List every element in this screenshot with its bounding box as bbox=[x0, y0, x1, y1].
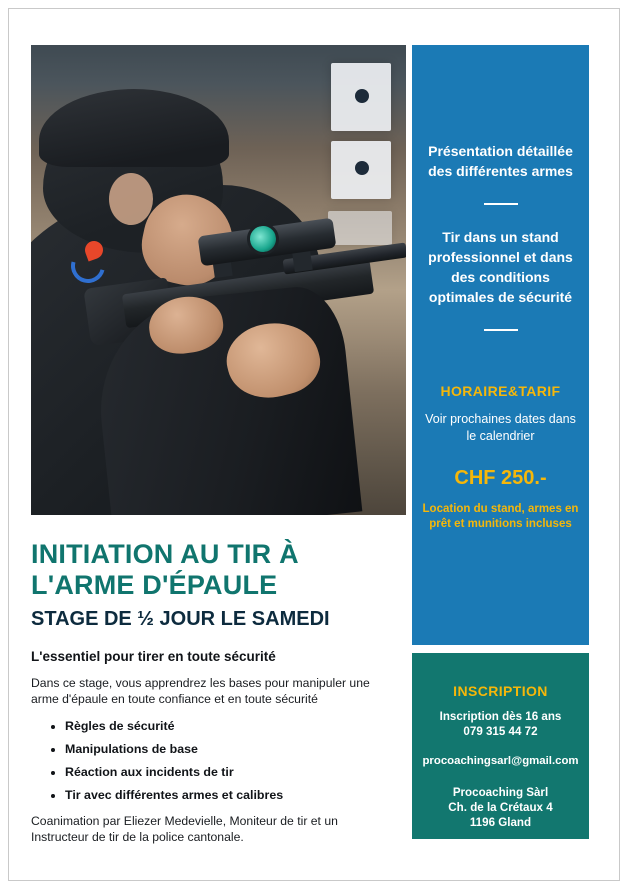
company-city: 1196 Gland bbox=[469, 816, 532, 829]
target-bullseye-icon bbox=[355, 161, 369, 175]
shooter-with-rifle-photo bbox=[31, 45, 406, 515]
procoaching-logo-icon bbox=[69, 241, 109, 281]
lead-text: L'essentiel pour tirer en toute sécurité bbox=[31, 649, 276, 664]
list-item: • Manipulations de base bbox=[65, 742, 406, 757]
list-item: • Réaction aux incidents de tir bbox=[65, 765, 406, 780]
schedule-price-heading: HORAIRE&TARIF bbox=[440, 383, 561, 399]
instructors-note: Coanimation par Eliezer Medevielle, Moniteur de tir et un Instructeur de tir de la police cantonale. bbox=[31, 814, 338, 844]
inscription-email[interactable]: procoachingsarl@gmail.com bbox=[422, 755, 579, 767]
company-street: Ch. de la Crétaux 4 bbox=[448, 801, 553, 814]
company-address bbox=[422, 785, 579, 830]
page-title-line2: L'ARME D'ÉPAULE bbox=[31, 570, 278, 600]
price-inclusions-note: Location du stand, armes en prêt et munitions incluses bbox=[422, 503, 579, 530]
info-weapons-presentation: Présentation détaillée des différentes armes bbox=[428, 143, 573, 179]
divider bbox=[484, 203, 518, 205]
info-shooting-range: Tir dans un stand professionnel et dans des conditions optimales de sécurité bbox=[428, 229, 573, 305]
page-title bbox=[31, 539, 406, 601]
divider bbox=[484, 329, 518, 331]
inscription-heading: INSCRIPTION bbox=[453, 683, 548, 699]
left-column bbox=[31, 45, 406, 845]
company-name: Procoaching Sàrl bbox=[452, 786, 549, 799]
paper-target-icon bbox=[328, 211, 392, 245]
info-panel-blue bbox=[412, 45, 589, 645]
inscription-age-requirement bbox=[422, 709, 579, 739]
list-item: • Règles de sécurité bbox=[65, 719, 406, 734]
price-value: CHF 250.- bbox=[454, 467, 547, 489]
inscription-age-line: Inscription dès 16 ans bbox=[439, 710, 562, 723]
page-title-line1: INITIATION AU TIR À bbox=[31, 539, 299, 569]
description-paragraph: Dans ce stage, vous apprendrez les bases pour manipuler une arme d'épaule en toute confiance et en toute sécurité bbox=[31, 676, 370, 706]
inscription-panel bbox=[412, 653, 589, 839]
next-dates-text: Voir prochaines dates dans le calendrier bbox=[425, 412, 576, 443]
course-topics-list bbox=[31, 719, 406, 803]
target-bullseye-icon bbox=[355, 89, 369, 103]
list-item: • Tir avec différentes armes et calibres bbox=[65, 788, 406, 803]
page-subtitle: STAGE DE ½ JOUR LE SAMEDI bbox=[31, 608, 330, 630]
inscription-phone[interactable]: 079 315 44 72 bbox=[463, 725, 538, 738]
shooter-ear bbox=[109, 173, 153, 225]
